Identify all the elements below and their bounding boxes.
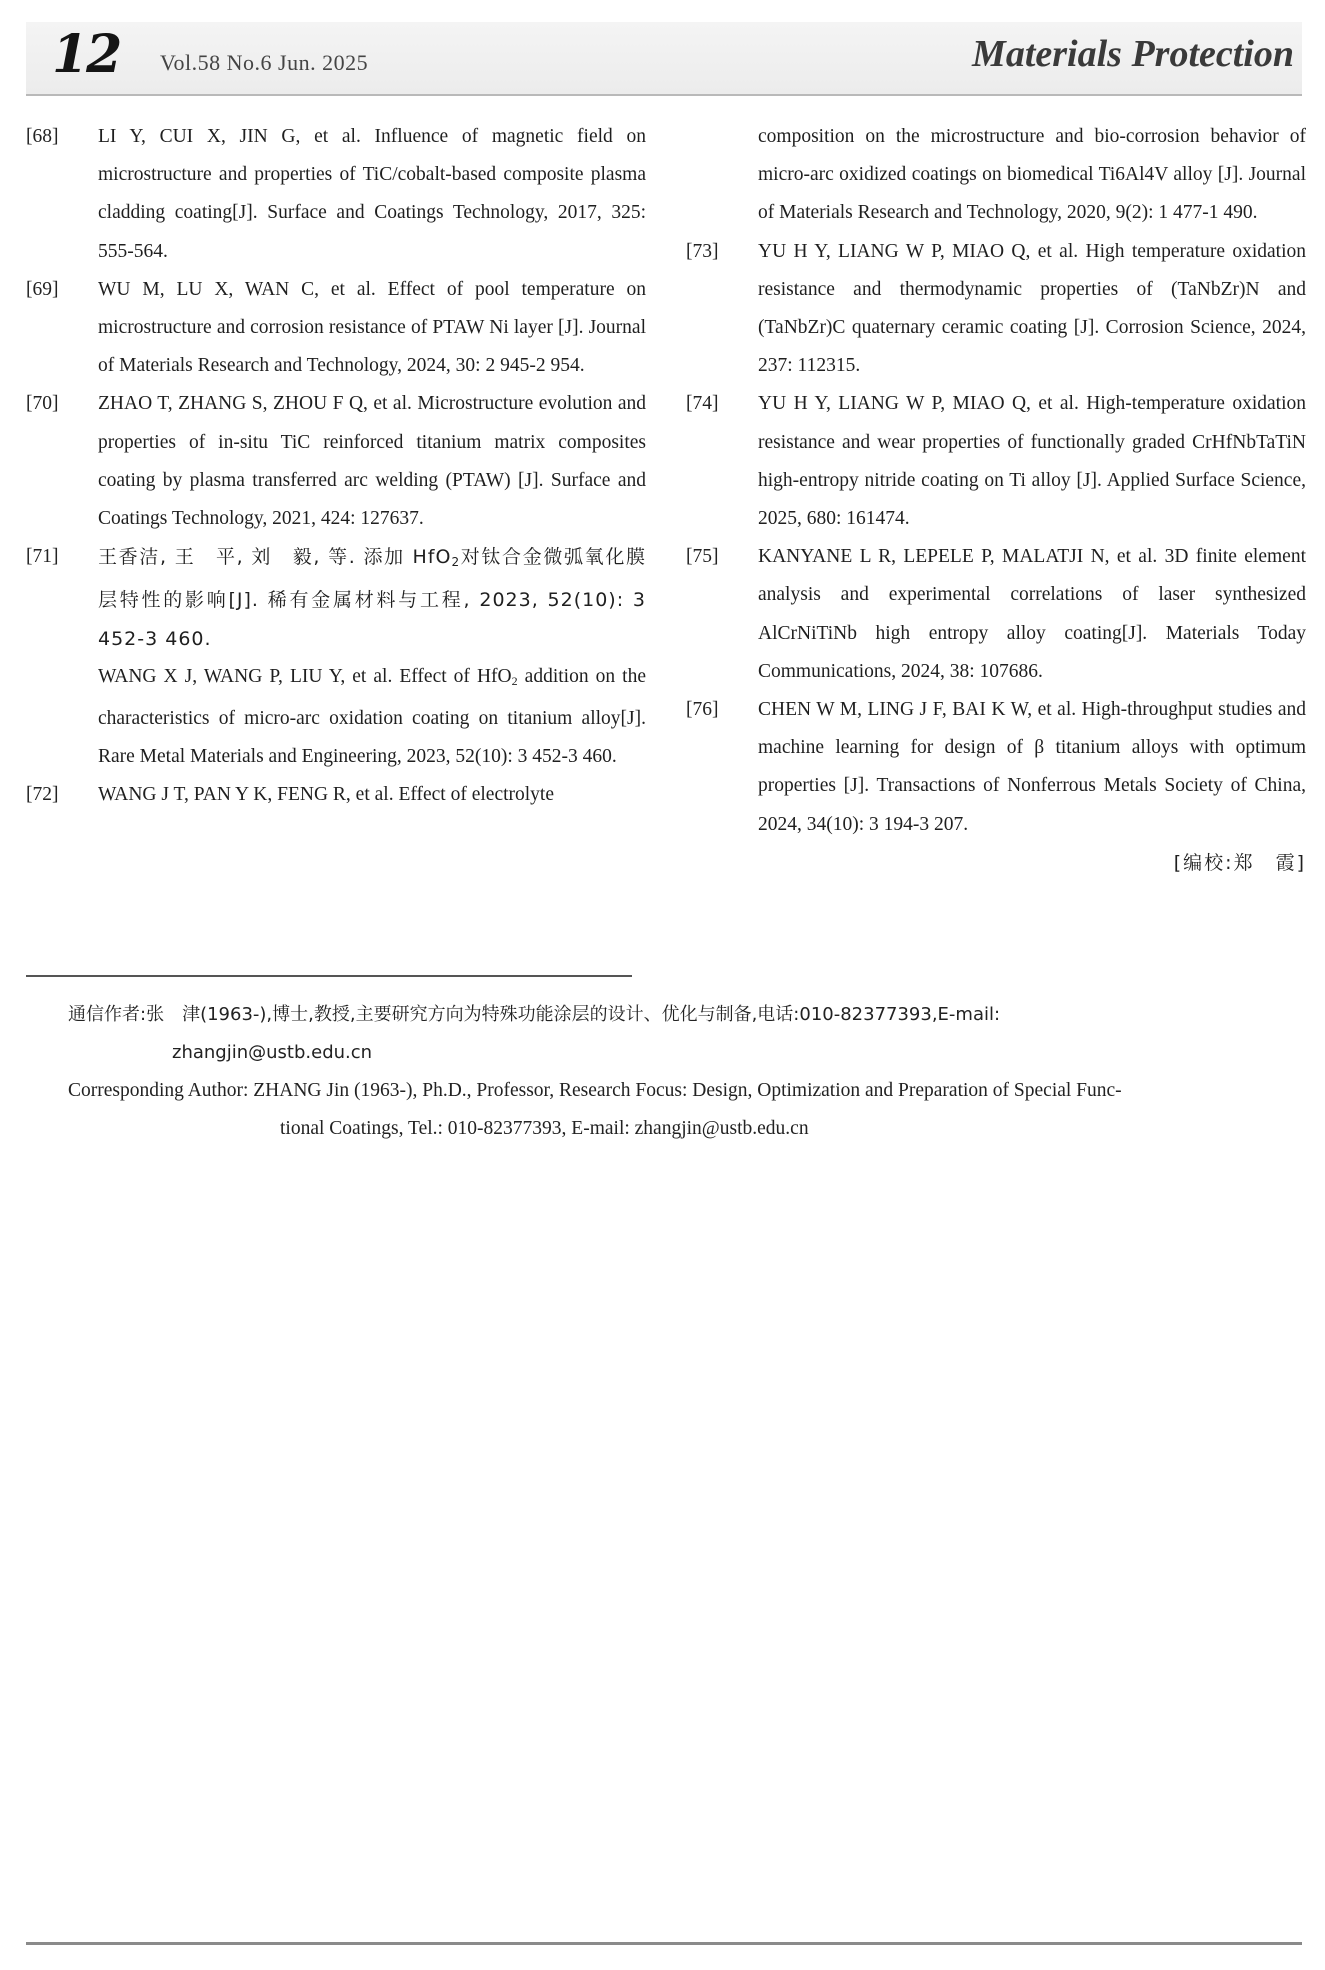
ref-number: [74] bbox=[686, 393, 719, 415]
ref-number: [76] bbox=[686, 699, 719, 721]
ref-text: WANG J T, PAN Y K, FENG R, et al. Effect of electrolyte bbox=[98, 784, 555, 806]
ref-text: KANYANE L R, LEPELE P, MALATJI N, et al. 3D finite element analysis and experimental correlations of laser synthesized AlCrNiTiNb high entropy alloy coating[J]. Materials Today Communications, 2024, 38: 107686. bbox=[758, 546, 1306, 682]
reference-71 bbox=[26, 538, 646, 776]
page-number: 12 bbox=[52, 24, 121, 85]
reference-70 bbox=[26, 385, 646, 538]
ref-number: [69] bbox=[26, 278, 59, 300]
ref-text: YU H Y, LIANG W P, MIAO Q, et al. High temperature oxidation resistance and thermodynamic properties of (TaNbZr)N and (TaNbZr)C quaternary ceramic coating [J]. Corrosion Science, 2024, 237: 112315. bbox=[758, 240, 1306, 377]
page-header bbox=[26, 22, 1302, 96]
page-bottom-rule bbox=[26, 1942, 1302, 1945]
ref-number: [68] bbox=[26, 126, 59, 147]
author-en-line2: tional Coatings, Tel.: 010-82377393, E-mail: zhangjin@ustb.edu.cn bbox=[280, 1118, 809, 1139]
reference-72-continued bbox=[686, 118, 1306, 233]
author-cn-line1: 通信作者:张 津(1963-),博士,教授,主要研究方向为特殊功能涂层的设计、优化与制备,电话:010-82377393,E-mail: bbox=[68, 1004, 1001, 1025]
left-column bbox=[26, 118, 646, 815]
ref-text: ZHAO T, ZHANG S, ZHOU F Q, et al. Microstructure evolution and properties of in-situ TiC reinforced titanium matrix composites coating by plasma transferred arc welding (PTAW) [J]. Surface and Coatings Technology, 2021, 424: 127637. bbox=[98, 393, 646, 530]
ref-text-english: WANG X J, WANG P, LIU Y, et al. Effect of HfO$_2$ addition on the characteristics of micro-arc oxidation coating on titanium alloy[J]. Rare Metal Materials and Engineering, 2023, 52(10): 3 452-3 460. bbox=[98, 665, 647, 768]
ref-number: [73] bbox=[686, 240, 719, 262]
reference-75 bbox=[686, 538, 1306, 691]
ref-text-chinese: 王香洁, 王 平, 刘 毅, 等. 添加 HfO$_2$对钛合金微弧氧化膜层特性的影响[J]. 稀有金属材料与工程, 2023, 52(10): 3 452-3 460. bbox=[98, 546, 646, 650]
ref-text: LI Y, CUI X, JIN G, et al. Influence of magnetic field on microstructure and properties of TiC/cobalt-based composite plasma cladding coating[J]. Surface and Coatings Technology, 2017, 325: 555-564. bbox=[98, 126, 646, 262]
editor-credit: [编校:郑 霞] bbox=[1173, 851, 1306, 874]
ref-text: CHEN W M, LING J F, BAI K W, et al. High-throughput studies and machine learning for design of β titanium alloys with optimum properties [J]. Transactions of Nonferrous Metals Society of China, 2024, 34(10): 3 194-3 207. bbox=[758, 699, 1306, 835]
ref-number: [72] bbox=[26, 784, 59, 806]
ref-number: [70] bbox=[26, 393, 59, 415]
ref-text: YU H Y, LIANG W P, MIAO Q, et al. High-temperature oxidation resistance and wear properties of functionally graded CrHfNbTaTiN high-entropy nitride coating on Ti alloy [J]. Applied Surface Science, 2025, 680: 161474. bbox=[758, 393, 1306, 530]
issue-info: Vol.58 No.6 Jun. 2025 bbox=[160, 50, 369, 75]
journal-title: Materials Protection bbox=[972, 33, 1294, 75]
right-column bbox=[686, 118, 1306, 882]
ref-number: [71] bbox=[26, 546, 59, 568]
reference-69 bbox=[26, 271, 646, 386]
reference-74 bbox=[686, 385, 1306, 538]
corresponding-author-note bbox=[68, 996, 1298, 1148]
reference-73 bbox=[686, 233, 1306, 386]
footnote-divider bbox=[26, 975, 632, 977]
ref-text: WU M, LU X, WAN C, et al. Effect of pool temperature on microstructure and corrosion resistance of PTAW Ni layer [J]. Journal of Materials Research and Technology, 2024, 30: 2 945-2 954. bbox=[98, 278, 646, 377]
ref-text: composition on the microstructure and bio-corrosion behavior of micro-arc oxidized coatings on biomedical Ti6Al4V alloy [J]. Journal of Materials Research and Technology, 2020, 9(2): 1 477-1 490. bbox=[758, 126, 1306, 224]
author-en-line1: Corresponding Author: ZHANG Jin (1963-), Ph.D., Professor, Research Focus: Design, Optimization and Preparation of Special Func- bbox=[68, 1080, 1122, 1101]
ref-number: [75] bbox=[686, 546, 719, 568]
reference-68 bbox=[26, 118, 646, 271]
author-cn-line2: zhangjin@ustb.edu.cn bbox=[172, 1042, 373, 1063]
reference-72 bbox=[26, 776, 646, 814]
reference-76 bbox=[686, 691, 1306, 844]
